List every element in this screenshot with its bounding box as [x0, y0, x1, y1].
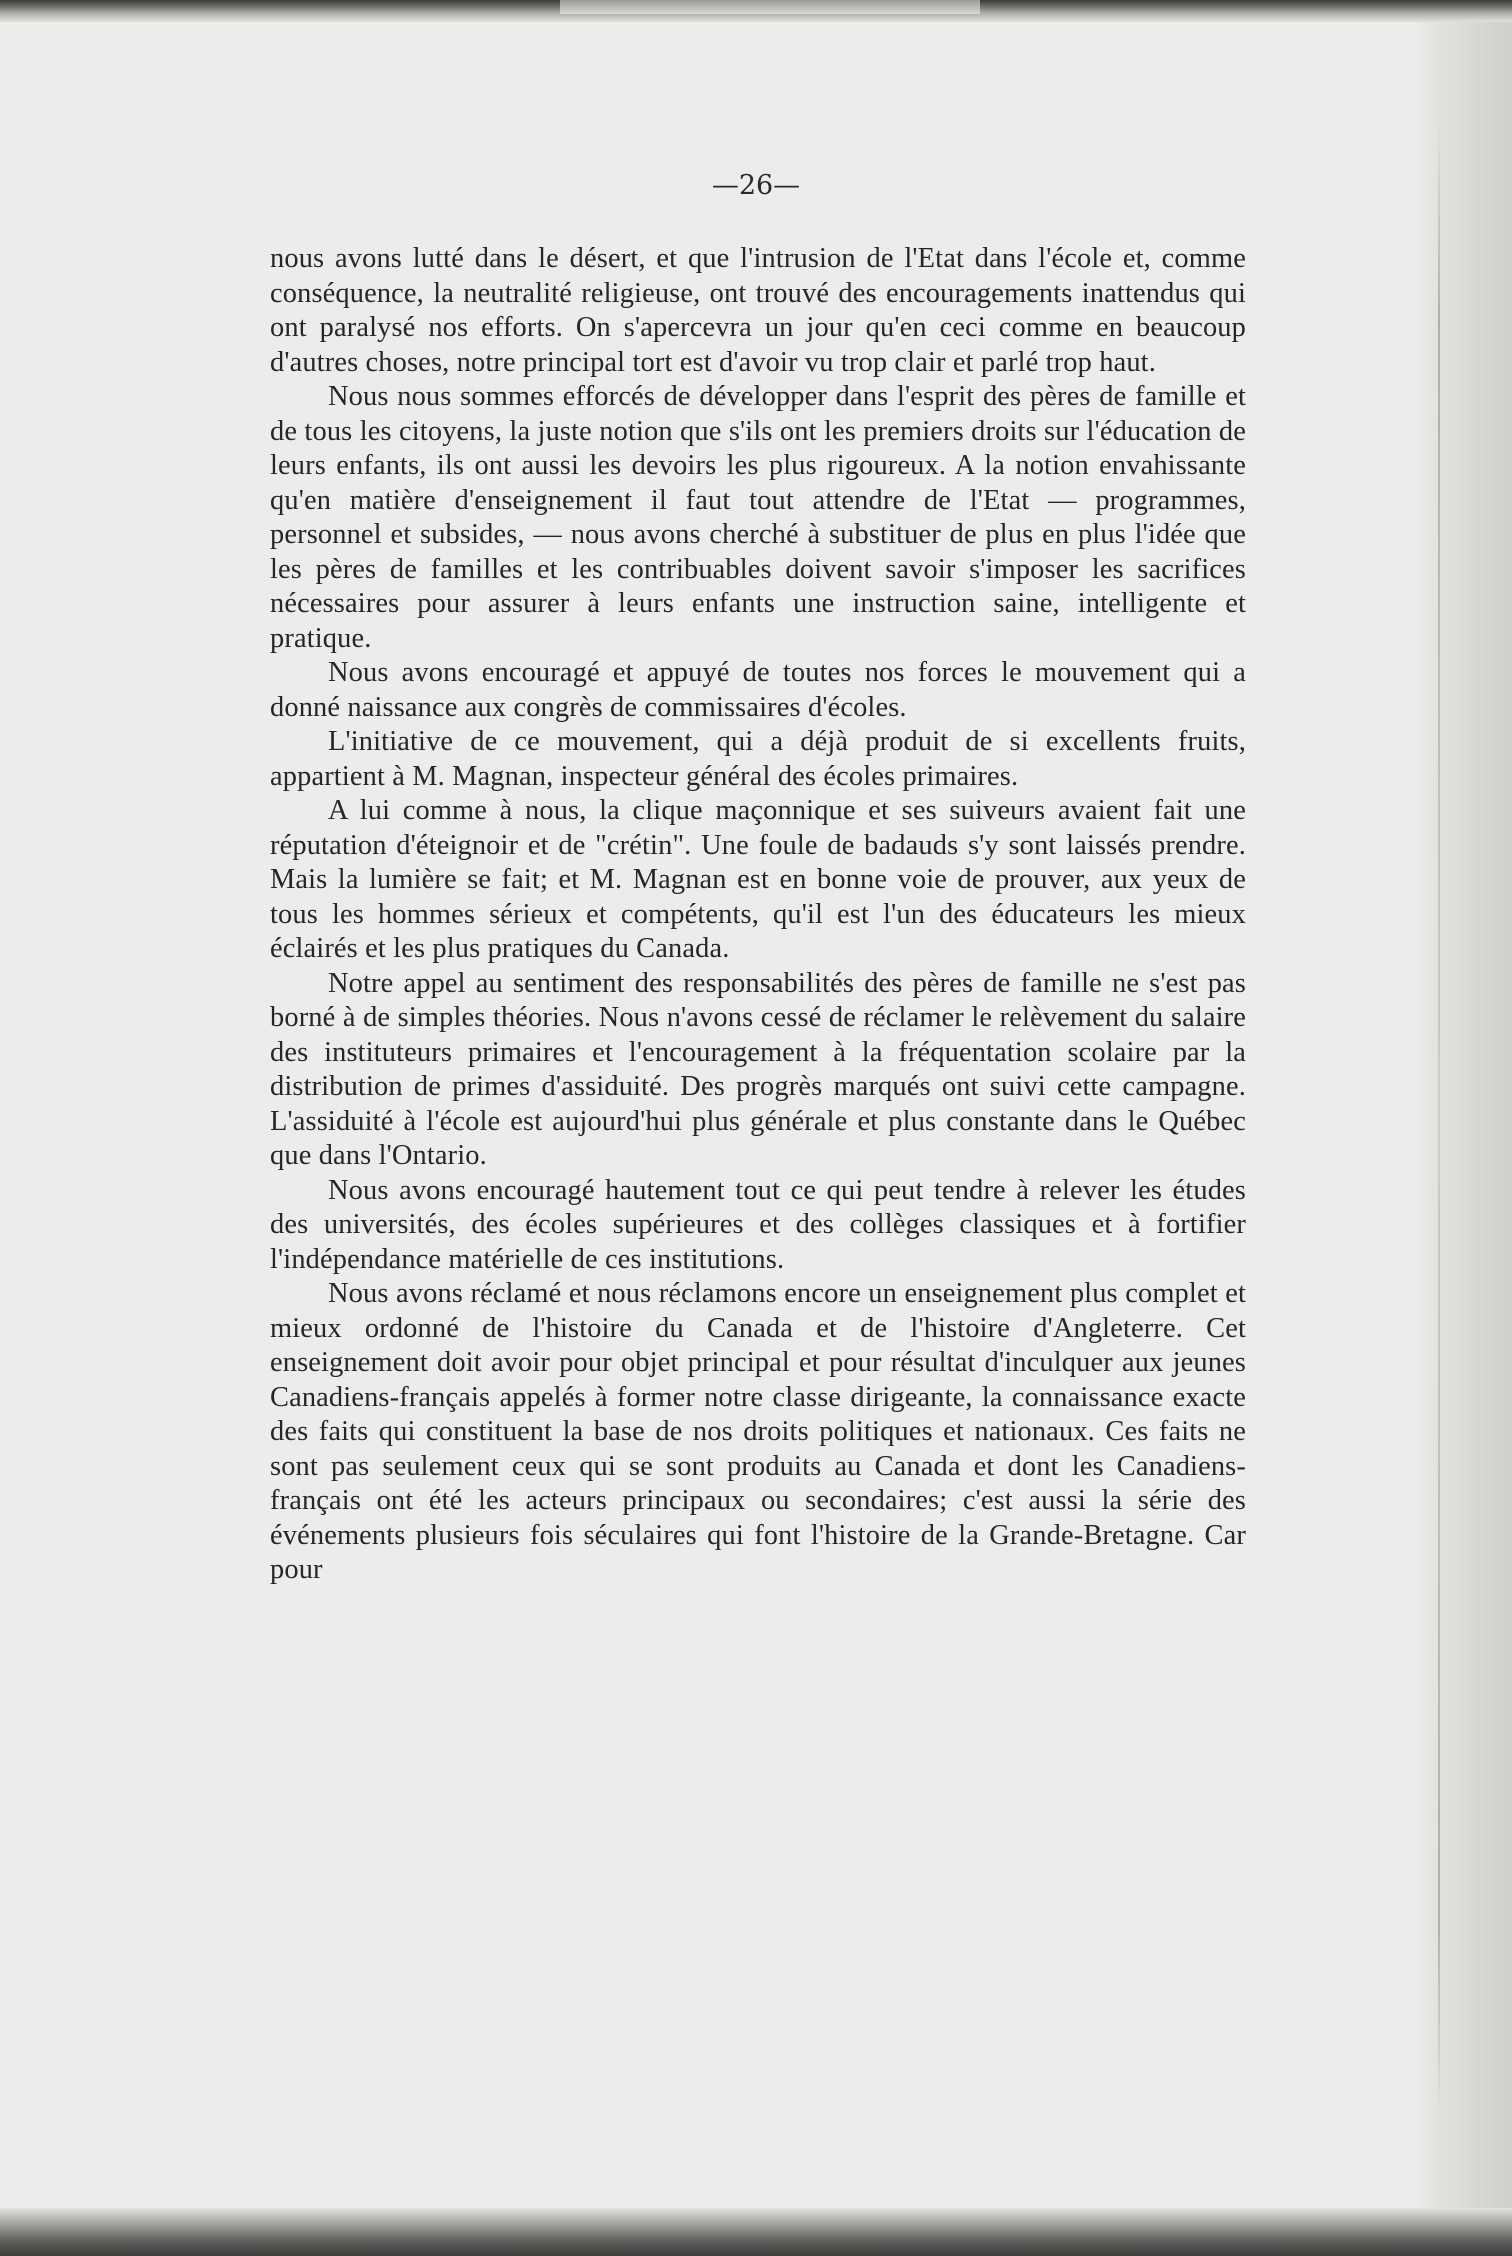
paragraph-5: A lui comme à nous, la clique maçonnique et ses suiveurs avaient fait une réputation d'éteignoir et de "crétin". Une foule de badauds s'y sont laissés prendre. Mais la lumière se fait; et M. Magnan est en bonne voie de prouver, aux yeux de tous les hommes sérieux et compétents, qu'il est l'un des éducateurs les mieux éclairés et les plus pratiques du Canada.	[270, 795, 1246, 964]
scan-right-line	[1438, 120, 1440, 2120]
scan-bottom-border	[0, 2208, 1512, 2256]
paragraph-1: nous avons lutté dans le désert, et que l'intrusion de l'Etat dans l'école et, comme conséquence, la neutralité religieuse, ont trouvé des encouragements inattendus qui ont paralysé nos efforts. On s'apercevra un jour qu'en ceci comme en beaucoup d'autres choses, notre principal tort est d'avoir vu trop clair et parlé trop haut.	[270, 243, 1246, 378]
scan-right-edge	[1420, 22, 1512, 2208]
paragraph-6: Notre appel au sentiment des responsabilités des pères de famille ne s'est pas borné à de simples théories. Nous n'avons cessé de réclamer le relèvement du salaire des instituteurs primaires et l'encouragement à la fréquentation scolaire par la distribution de primes d'assiduité. Des progrès marqués ont suivi cette campagne. L'assiduité à l'école est aujourd'hui plus générale et plus constante dans le Québec que dans l'Ontario.	[270, 967, 1246, 1171]
body-text	[270, 242, 1246, 1588]
paragraph-2: Nous nous sommes efforcés de développer dans l'esprit des pères de famille et de tous les citoyens, la juste notion que s'ils ont les premiers droits sur l'éducation de leurs enfants, ils ont aussi les devoirs les plus rigoureux. A la notion envahissante qu'en matière d'enseignement il faut tout attendre de l'Etat — programmes, personnel et subsides, — nous avons cherché à substituer de plus en plus l'idée que les pères de familles et les contribuables doivent savoir s'imposer les sacrifices nécessaires pour assurer à leurs enfants une instruction saine, intelligente et pratique.	[270, 381, 1246, 654]
paragraph-3: Nous avons encouragé et appuyé de toutes nos forces le mouvement qui a donné naissance aux congrès de commissaires d'écoles.	[270, 657, 1246, 723]
paragraph-8: Nous avons réclamé et nous réclamons encore un enseignement plus complet et mieux ordonné de l'histoire du Canada et de l'histoire d'Angleterre. Cet enseignement doit avoir pour objet principal et pour résultat d'inculquer aux jeunes Canadiens-français appelés à former notre classe dirigeante, la connaissance exacte des faits qui constituent la base de nos droits politiques et nationaux. Ces faits ne sont pas seulement ceux qui se sont produits au Canada et dont les Canadiens-français ont été les acteurs principaux ou secondaires; c'est aussi la série des événements plusieurs fois séculaires qui font l'histoire de la Grande-Bretagne. Car pour	[270, 1278, 1246, 1585]
paragraph-7: Nous avons encouragé hautement tout ce qui peut tendre à relever les études des universités, des écoles supérieures et des collèges classiques et à fortifier l'indépendance matérielle de ces institutions.	[270, 1174, 1246, 1275]
paragraph-4: L'initiative de ce mouvement, qui a déjà produit de si excellents fruits, appartient à M. Magnan, inspecteur général des écoles primaires.	[270, 726, 1246, 792]
scan-top-border-highlight	[560, 0, 980, 14]
page-number: —26—	[711, 170, 801, 201]
